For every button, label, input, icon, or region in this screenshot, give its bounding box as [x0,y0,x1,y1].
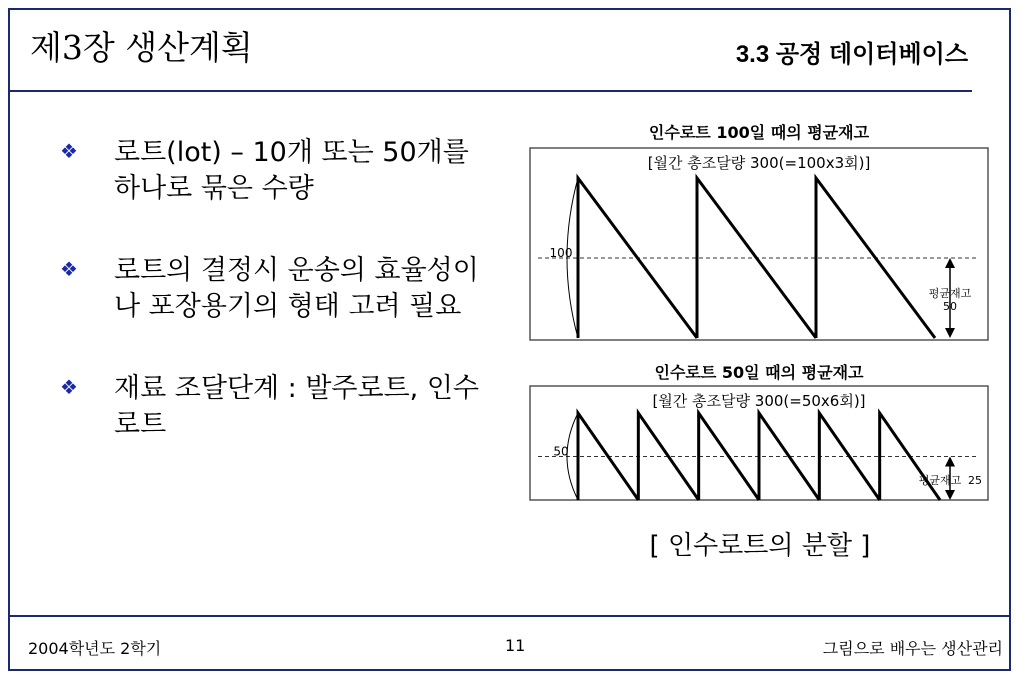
arrow-up-icon [945,457,955,467]
arrow-up-icon [945,258,955,268]
section-title: 3.3 공정 데이터베이스 [735,41,968,68]
diamond-bullet-icon: ❖ [60,375,78,399]
diamond-bullet-icon: ❖ [60,257,78,281]
chart-title: 인수로트 100일 때의 평균재고 [648,123,870,142]
chart-box [530,148,988,340]
average-value-label: 25 [968,474,982,487]
lot-size-label: 50 [553,444,569,459]
chart-title: 인수로트 50일 때의 평균재고 [654,363,864,382]
diamond-bullet-icon: ❖ [60,139,78,163]
footer-book-title: 그림으로 배우는 생산관리 [822,639,1003,658]
average-label: 평균재고 [918,474,962,487]
average-value-label: 50 [943,300,957,313]
bullet-text: 로트(lot) – 10개 또는 50개를 하나로 묶은 수량 [114,137,469,204]
lot-size-label: 100 [549,246,573,260]
average-label: 평균재고 [928,287,972,300]
footer-semester: 2004학년도 2학기 [28,639,162,658]
figure-caption: [ 인수로트의 분할 ] [649,531,871,561]
chapter-title: 제3장 생산계획 [30,28,253,67]
page-number: 11 [505,636,526,655]
chart-subtitle: [월간 총조달량 300(=100x3회)] [647,154,871,172]
bullet-text: 재료 조달단계 : 발주로트, 인수로트 [114,373,479,440]
footer-divider [10,615,1010,617]
arrow-down-icon [945,328,955,338]
bullet-text: 로트의 결정시 운송의 효율성이나 포장용기의 형태 고려 필요 [114,255,479,322]
chart-subtitle: [월간 총조달량 300(=50x6회)] [652,392,866,410]
arrow-down-icon [945,490,955,500]
